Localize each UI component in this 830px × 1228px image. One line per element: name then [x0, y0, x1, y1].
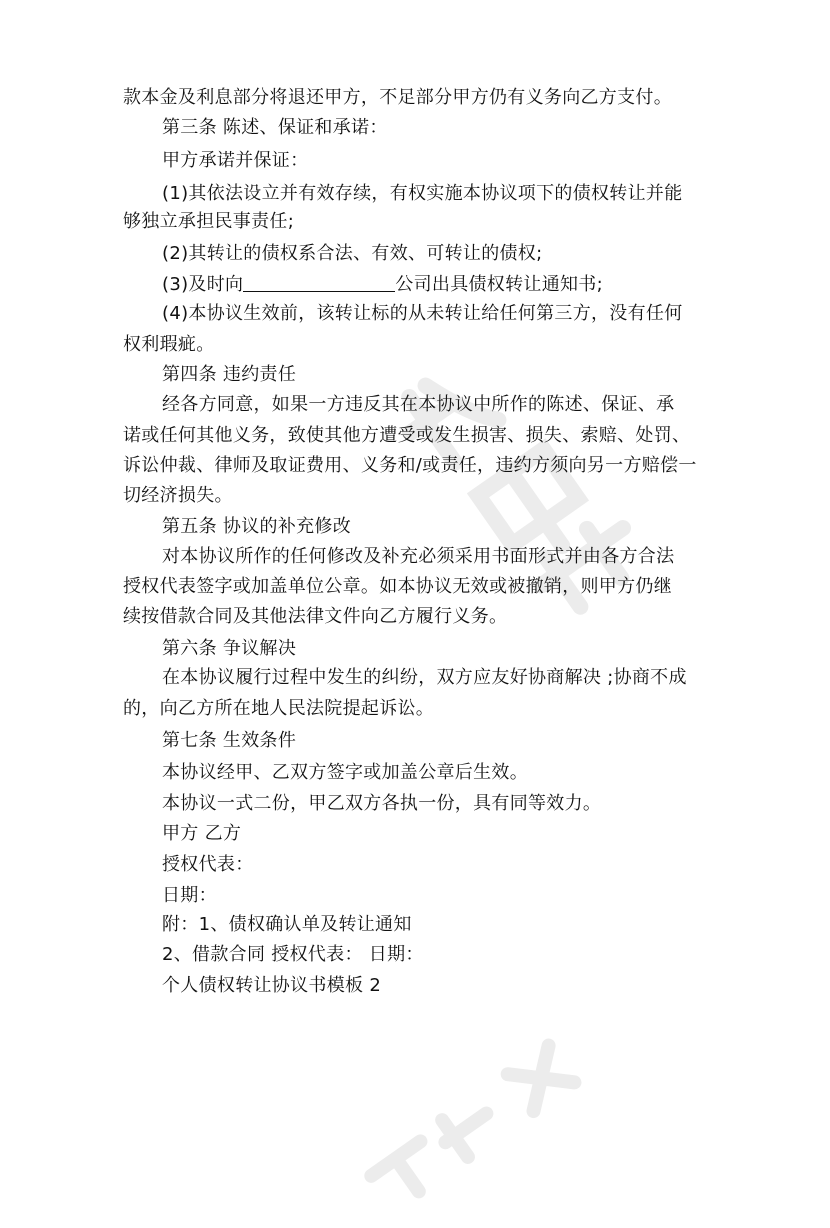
text-line: 日期：: [162, 885, 217, 906]
section-heading: 第七条 生效条件: [162, 730, 297, 751]
text-line: 够独立承担民事责任;: [123, 211, 295, 232]
text-line: 甲方 乙方: [162, 823, 242, 844]
text-line: 诺或任何其他义务，致使其他方遭受或发生损害、损失、索赔、处罚、: [123, 425, 691, 446]
text-segment: (3)及时向: [162, 274, 244, 295]
text-line: 授权代表：: [162, 854, 254, 875]
section-heading: 第三条 陈述、保证和承诺：: [162, 117, 388, 138]
text-line: 经各方同意，如果一方违反其在本协议中所作的陈述、保证、承: [162, 394, 675, 415]
document-title: 个人债权转让协议书模板 2: [162, 975, 382, 996]
fill-in-blank: [243, 273, 395, 292]
text-line: (2)其转让的债权系合法、有效、可转让的债权;: [162, 243, 543, 264]
text-segment: 公司出具债权转让通知书;: [395, 274, 603, 295]
section-heading: 第四条 违约责任: [162, 364, 297, 385]
text-line: 在本协议履行过程中发生的纠纷，双方应友好协商解决 ;协商不成: [162, 667, 687, 688]
text-line: 续按借款合同及其他法律文件向乙方履行义务。: [123, 606, 508, 627]
text-line: 切经济损失。: [123, 485, 233, 506]
text-line: 款本金及利息部分将退还甲方，不足部分甲方仍有义务向乙方支付。: [123, 87, 672, 108]
text-line: 本协议一式二份，甲乙双方各执一份，具有同等效力。: [162, 793, 602, 814]
text-line: 本协议经甲、乙双方签字或加盖公章后生效。: [162, 762, 528, 783]
text-line: 对本协议所作的任何修改及补充必须采用书面形式并由各方合法: [162, 546, 675, 567]
watermark-bottom: [343, 1022, 596, 1228]
text-line: [162, 273, 603, 297]
section-heading: 第六条 争议解决: [162, 638, 297, 659]
text-line: 附：1、债权确认单及转让通知: [162, 914, 412, 935]
text-line: 甲方承诺并保证：: [162, 150, 309, 171]
text-line: 的，向乙方所在地人民法院提起诉讼。: [123, 698, 435, 719]
text-line: 2、借款合同 授权代表： 日期：: [162, 944, 424, 965]
text-line: (4)本协议生效前，该转让标的从未转让给任何第三方，没有任何: [162, 303, 683, 324]
text-line: 授权代表签字或加盖单位公章。如本协议无效或被撤销，则甲方仍继: [123, 576, 672, 597]
section-heading: 第五条 协议的补充修改: [162, 516, 352, 537]
text-line: 权利瑕疵。: [123, 334, 215, 355]
text-line: (1)其依法设立并有效存续，有权实施本协议项下的债权转让并能: [162, 183, 683, 204]
text-line: 诉讼仲裁、律师及取证费用、义务和/或责任，违约方须向另一方赔偿一: [123, 455, 697, 476]
